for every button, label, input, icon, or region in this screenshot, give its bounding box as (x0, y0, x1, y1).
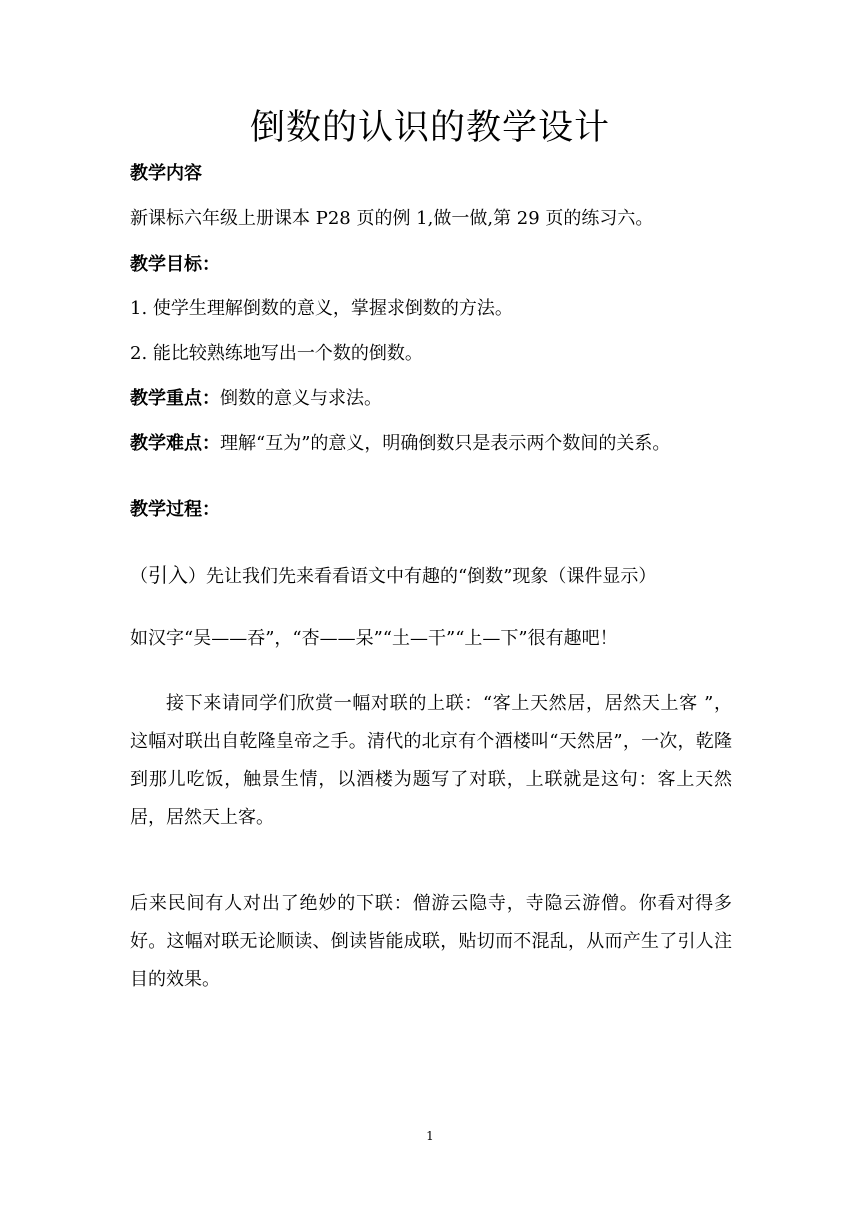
difficulty-line (130, 430, 730, 458)
intro-label: 引入 (148, 563, 188, 587)
key-point-label: 教学重点： (130, 388, 220, 409)
goals-heading: 教学目标： (130, 254, 220, 275)
intro-open-paren: （ (130, 566, 148, 587)
content-text: 新课标六年级上册课本 P28 页的例 1,做一做,第 29 页的练习六。 (130, 208, 654, 229)
document-title: 倒数的认识的教学设计 (249, 108, 610, 148)
goal-item-2: 2. 能比较熟练地写出一个数的倒数。 (130, 343, 423, 364)
content-heading: 教学内容 (130, 163, 202, 184)
example-text: 如汉字“吴——吞”，“杏——呆”“土—干”“上—下”很有趣吧！ (130, 628, 618, 649)
goal-item-1: 1. 使学生理解倒数的意义，掌握求倒数的方法。 (130, 298, 513, 319)
couplet-paragraph: 接下来请同学们欣赏一幅对联的上联：“客上天然居，居然天上客 ”， 这幅对联出自乾隆皇帝之手。清代的北京有个酒楼叫“天然居”，一次，乾隆到那儿吃饭，触景生情，以酒楼为题写了对联，上联就是这句：客上天然居，居然天上客。 (130, 693, 732, 828)
process-heading: 教学过程： (130, 499, 220, 520)
page-number: 1 (426, 1129, 434, 1143)
intro-text: ）先让我们先来看看语文中有趣的“倒数”现象（课件显示） (188, 566, 657, 587)
intro-line (130, 561, 730, 591)
key-point-text: 倒数的意义与求法。 (220, 388, 382, 409)
difficulty-label: 教学难点： (130, 433, 220, 454)
key-point-line (130, 385, 730, 413)
difficulty-text: 理解“互为”的意义，明确倒数只是表示两个数间的关系。 (220, 433, 671, 454)
second-couplet-paragraph: 后来民间有人对出了绝妙的下联：僧游云隐寺，寺隐云游僧。你看对得多好。这幅对联无论顺读、倒读皆能成联，贴切而不混乱，从而产生了引人注目的效果。 (130, 893, 732, 990)
